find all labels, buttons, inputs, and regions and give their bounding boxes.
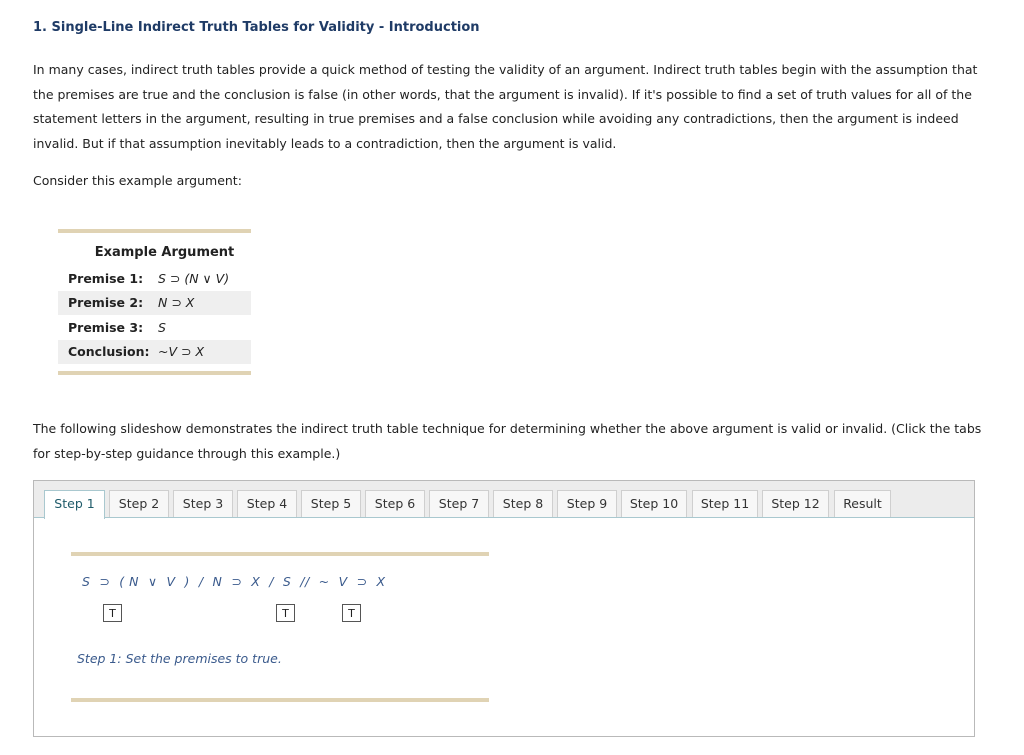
row-label: Premise 3: — [68, 319, 144, 335]
row-label: Conclusion: — [68, 344, 150, 360]
panel-bottom-rule — [71, 698, 489, 702]
argument-title: Example Argument — [94, 245, 235, 260]
tab-bar — [34, 481, 974, 518]
table-bottom-rule — [58, 371, 251, 375]
tab-step-3[interactable]: Step 3 — [173, 490, 233, 517]
step-caption: Step 1: Set the premises to true. — [77, 651, 282, 666]
truth-value-box: T — [103, 604, 122, 622]
row-value: S ⊃ (N ∨ V) — [158, 270, 230, 286]
tab-result[interactable]: Result — [834, 490, 891, 517]
tab-step-12[interactable]: Step 12 — [762, 490, 829, 517]
example-argument-table — [58, 229, 251, 375]
row-value: N ⊃ X — [158, 295, 195, 311]
tab-step-6[interactable]: Step 6 — [365, 490, 425, 517]
row-value: S — [158, 319, 166, 335]
slideshow-paragraph: The following slideshow demonstrates the indirect truth table technique for determining whether the above argument is valid or invalid. (Click the tabs for step-by-step guidance through this example.) — [33, 421, 982, 461]
panel-top-rule — [71, 552, 489, 556]
tab-step-9[interactable]: Step 9 — [557, 490, 617, 517]
page-title: 1. Single-Line Indirect Truth Tables for Validity - Introduction — [33, 20, 480, 35]
tab-step-1[interactable]: Step 1 — [44, 490, 105, 519]
row-value: ~V ⊃ X — [158, 344, 205, 360]
tab-step-2[interactable]: Step 2 — [109, 490, 169, 517]
tab-step-7[interactable]: Step 7 — [429, 490, 489, 517]
row-label: Premise 1: — [68, 270, 144, 286]
slideshow-tabs — [33, 480, 975, 737]
premise-2-row — [58, 291, 251, 316]
tab-step-4[interactable]: Step 4 — [237, 490, 297, 517]
premise-3-row — [58, 315, 251, 340]
argument-formula: S ⊃ ( N ∨ V ) / N ⊃ X / S // ~ V ⊃ X — [82, 574, 386, 589]
tab-step-11[interactable]: Step 11 — [692, 490, 758, 517]
truth-value-box: T — [342, 604, 361, 622]
truth-value-box: T — [276, 604, 295, 622]
tab-step-5[interactable]: Step 5 — [301, 490, 361, 517]
intro-paragraph: In many cases, indirect truth tables provide a quick method of testing the validity of an argument. Indirect truth tables begin with the assumption that the premises are true and the conclusion is false (in other words, that the argument is invalid). If it's possible to find a set of truth values for all of the statement letters in the argument, resulting in true premises and a false conclusion while avoiding any contradictions, then the argument is indeed invalid. But if that assumption inevitably leads to a contradiction, then the argument is valid. — [33, 62, 978, 151]
consider-text: Consider this example argument: — [33, 173, 242, 188]
tab-step-8[interactable]: Step 8 — [493, 490, 553, 517]
premise-1-row — [58, 266, 251, 291]
tab-step-10[interactable]: Step 10 — [621, 490, 687, 517]
row-label: Premise 2: — [68, 295, 144, 311]
conclusion-row — [58, 340, 251, 365]
